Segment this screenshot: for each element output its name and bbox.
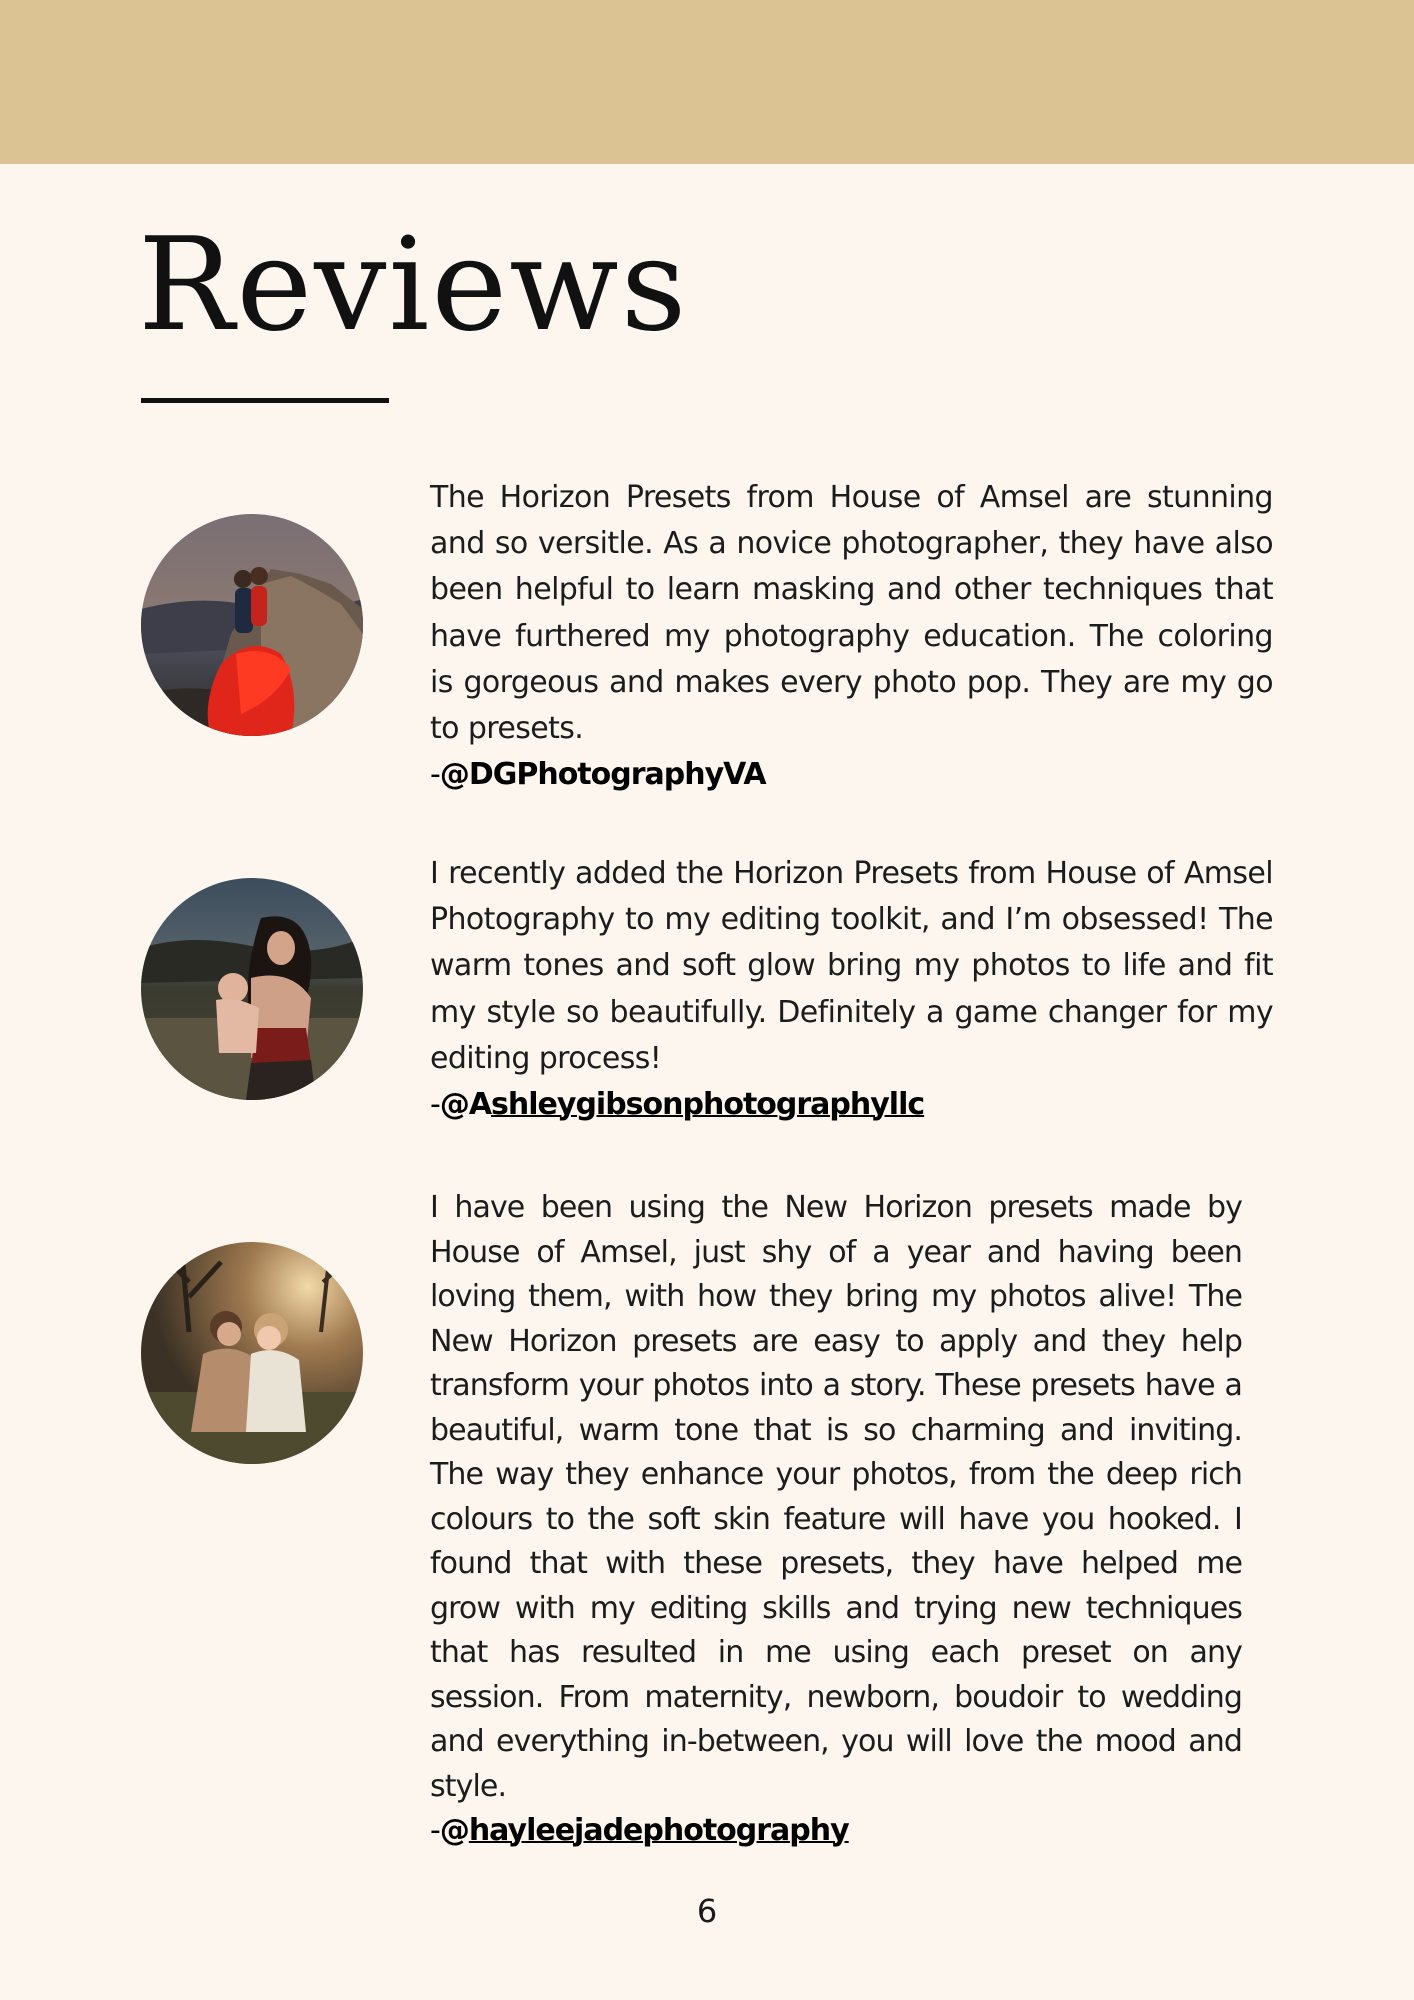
reviewer-photo-avatar — [141, 878, 363, 1100]
mother-holding-baby-photo — [141, 878, 363, 1100]
review-text-block — [430, 851, 1273, 1128]
top-color-band — [0, 0, 1414, 164]
review-author-handle: -@DGPhotographyVA — [430, 757, 766, 793]
review-body: I have been using the New Horizon presets made by House of Amsel, just shy of a year and having been loving them, with how they bring my photos alive! The New Horizon presets are easy to apply and they help transform your photos into a story. These presets have a beautiful, warm tone that is so charming and inviting. The way they enhance your photos, from the deep rich colours to the soft skin feature will have you hooked. I found that with these presets, they have helped me grow with my editing skills and trying new techniques that has resulted in me using each preset on any session. From maternity, newborn, boudoir to wedding and everything in-between, you will love the mood and style. — [430, 1190, 1242, 1804]
review-text-block — [430, 1186, 1242, 1854]
two-girls-hugging-photo — [141, 1242, 363, 1464]
page-title: Reviews — [138, 211, 689, 360]
review-author-handle[interactable]: -@Ashleygibsonphotographyllc — [430, 1087, 925, 1123]
reviewer-photo-avatar — [141, 514, 363, 736]
review-body: I recently added the Horizon Presets from House of Amsel Photography to my editing toolkit, and I’m obsessed! The warm tones and soft glow bring my photos to life and fit my style so beautifully. Definitely a game changer for my editing process! — [430, 856, 1273, 1076]
page-number: 6 — [696, 1892, 718, 1930]
review-text-block — [430, 475, 1273, 798]
author-profile-link[interactable]: shleygibsonphotographyllc — [491, 1087, 925, 1123]
author-profile-link[interactable]: hayleejadephotography — [468, 1813, 849, 1848]
review-author-handle[interactable]: -@hayleejadephotography — [430, 1813, 849, 1848]
review-body: The Horizon Presets from House of Amsel are stunning and so versitle. As a novice photographer, they have also been helpful to learn masking and other techniques that have furthered my photography education. The coloring is gorgeous and makes every photo pop. They are my go to presets. — [430, 480, 1273, 747]
title-underline-divider — [141, 398, 389, 403]
reviewer-photo-avatar — [141, 1242, 363, 1464]
couple-on-mountain-rocks-photo — [141, 514, 363, 736]
